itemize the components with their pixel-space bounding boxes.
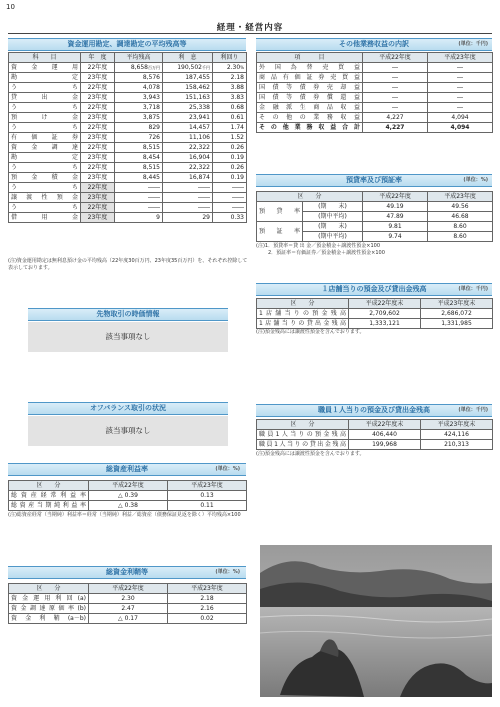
header-cell: 平成22年度: [89, 584, 168, 594]
year-cell: 23年度: [81, 73, 115, 83]
yield-cell: 0.19: [213, 173, 247, 183]
balance-cell: 3,943: [115, 93, 163, 103]
table-row: [257, 123, 493, 133]
table-row: [257, 93, 493, 103]
fy23-cell: 0.11: [168, 501, 247, 511]
yield-cell: 0.61: [213, 113, 247, 123]
fy22-cell: 9.81: [363, 222, 428, 232]
interest-cell: 187,455: [163, 73, 213, 83]
row-label: 貸 出 金: [9, 93, 81, 103]
fy22-cell: 2,709,602: [349, 309, 421, 319]
header-cell: 年 度: [81, 53, 115, 63]
other-income-table: [256, 52, 493, 133]
deposit-ratio-header: [257, 192, 493, 202]
row-label: 勘 定: [9, 153, 81, 163]
per-employee-header: [257, 420, 493, 430]
balance-cell: ――: [115, 203, 163, 213]
roa-table: [8, 480, 247, 511]
header-cell: 科 目: [9, 53, 81, 63]
interest-cell: 22,322: [163, 143, 213, 153]
futures-box: 該当事項なし: [28, 322, 228, 352]
table-row: [9, 173, 247, 183]
interest-cell: 151,163: [163, 93, 213, 103]
balance-cell: 3,875: [115, 113, 163, 123]
balance-cell: 8,445: [115, 173, 163, 183]
fy22-cell: 2.30: [89, 594, 168, 604]
per-branch-body: [257, 309, 493, 329]
row-label: その他の業務収益: [257, 113, 363, 123]
other-income-body: [257, 63, 493, 133]
deposit-ratio-note-2: 2．預証率＝有価証券／預金積金＋譲渡性預金×100: [268, 250, 385, 256]
table-row: [257, 309, 493, 319]
balance-cell: 829: [115, 123, 163, 133]
year-cell: 23年度: [81, 213, 115, 223]
balance-cell: 3,718: [115, 103, 163, 113]
table-row: [9, 213, 247, 223]
header-cell: 平成23年度: [168, 481, 247, 491]
table-row: [9, 203, 247, 213]
fy22-cell: 2.47: [89, 604, 168, 614]
table-row: [257, 430, 493, 440]
deposit-ratio-body: [257, 202, 493, 242]
fy22-cell: 199,968: [349, 440, 421, 450]
table-row: [257, 83, 493, 93]
header-cell: 平成22年度: [363, 53, 428, 63]
fy23-cell: 210,313: [421, 440, 493, 450]
interest-cell: 16,874: [163, 173, 213, 183]
coastal-photo: [260, 545, 492, 697]
interest-cell: 16,904: [163, 153, 213, 163]
yield-cell: 3.83: [213, 93, 247, 103]
margin-header: [9, 584, 247, 594]
fy23-cell: 49.56: [428, 202, 493, 212]
futures-title: 先物取引の時価情報: [28, 308, 228, 321]
coastal-photo-image: [260, 545, 492, 697]
interest-value: 190,502: [177, 63, 202, 71]
other-income-title-text: その他業務収益の内訳: [339, 40, 409, 48]
off-balance-box: 該当事項なし: [28, 416, 228, 446]
fy23-cell: 4,094: [428, 123, 493, 133]
fy22-cell: 406,440: [349, 430, 421, 440]
year-cell: 23年度: [81, 153, 115, 163]
margin-title-text: 総資金利鞘等: [106, 568, 148, 576]
per-branch-header: [257, 299, 493, 309]
roa-title-text: 総資産利益率: [106, 465, 148, 473]
year-cell: 23年度: [81, 93, 115, 103]
table-row: [9, 63, 247, 73]
fy23-cell: ―: [428, 103, 493, 113]
row-label: 商品有価証券売買益: [257, 73, 363, 83]
ratio-group-label: 預 証 率: [257, 222, 303, 242]
year-cell: 22年度: [81, 163, 115, 173]
yield-cell: 2.18: [213, 73, 247, 83]
table-row: [9, 183, 247, 193]
row-label: 外国為替売買益: [257, 63, 363, 73]
page-title: 経理・経営内容: [216, 23, 284, 33]
yield-cell: ――: [213, 193, 247, 203]
fy22-cell: 1,333,121: [349, 319, 421, 329]
fy23-cell: 2,686,072: [421, 309, 493, 319]
row-label: 国債等債券売却益: [257, 83, 363, 93]
ratio-group-label: 預 貸 率: [257, 202, 303, 222]
balance-value: 8,658: [130, 63, 148, 71]
per-branch-title: [256, 283, 492, 296]
row-label: 1店舗当りの預金残高: [257, 309, 349, 319]
table-row: [257, 103, 493, 113]
interest-cell: 11,106: [163, 133, 213, 143]
year-cell: 22年度: [81, 103, 115, 113]
table-row: [9, 193, 247, 203]
fund-avg-title: 資金運用勘定、調達勘定の平均残高等: [8, 38, 246, 51]
header-cell: 平成22年度末: [349, 420, 421, 430]
fy23-cell: ―: [428, 73, 493, 83]
fy23-cell: ―: [428, 93, 493, 103]
header-cell: 平成23年度末: [421, 299, 493, 309]
row-label: う ち: [9, 103, 81, 113]
row-label: 譲 渡 性 預 金: [9, 193, 81, 203]
interest-cell: 23,941: [163, 113, 213, 123]
table-row: [257, 202, 493, 212]
year-cell: 22年度: [81, 183, 115, 193]
balance-cell: [115, 63, 163, 73]
per-employee-note: (注)預金残高には譲渡性預金を含んでおります。: [256, 451, 365, 457]
yield-cell: 0.68: [213, 103, 247, 113]
header-cell: 平成22年度: [89, 481, 168, 491]
row-label: う ち: [9, 203, 81, 213]
fund-avg-note: (注)資金運用勘定は無利息預け金の平均残高（22年度30百万円、23年度35百万円）を、それぞれ控除して表示しております。: [8, 258, 248, 271]
year-cell: 22年度: [81, 83, 115, 93]
row-label: 預 金 積 金: [9, 173, 81, 183]
fy23-cell: 4,094: [428, 113, 493, 123]
table-row: [257, 319, 493, 329]
row-label: 総資産経常利益率: [9, 491, 89, 501]
header-cell: 平成22年度末: [349, 299, 421, 309]
balance-cell: 4,078: [115, 83, 163, 93]
yield-cell: [213, 63, 247, 73]
per-employee-table: [256, 419, 493, 450]
balance-cell: 8,515: [115, 143, 163, 153]
fy22-cell: ―: [363, 93, 428, 103]
row-label: う ち: [9, 123, 81, 133]
yield-cell: 1.52: [213, 133, 247, 143]
table-row: [257, 440, 493, 450]
year-cell: 22年度: [81, 203, 115, 213]
other-income-header: [257, 53, 493, 63]
header-cell: 利 息: [163, 53, 213, 63]
yield-cell: 0.26: [213, 143, 247, 153]
unit-percent: %: [240, 64, 244, 70]
balance-cell: ――: [115, 193, 163, 203]
table-row: [9, 594, 247, 604]
year-cell: 23年度: [81, 173, 115, 183]
other-income-title: [256, 38, 492, 51]
header-cell: 区 分: [257, 420, 349, 430]
year-cell: 23年度: [81, 133, 115, 143]
row-label: う ち: [9, 83, 81, 93]
header-cell: 項 目: [257, 53, 363, 63]
off-balance-title: オフバランス取引の状況: [28, 402, 228, 415]
fy22-cell: 4,227: [363, 113, 428, 123]
interest-cell: 158,462: [163, 83, 213, 93]
row-label: 資金調達原価率(b): [9, 604, 89, 614]
fy22-cell: 9.74: [363, 232, 428, 242]
table-row: [9, 73, 247, 83]
deposit-ratio-unit: (単位：%): [463, 177, 488, 183]
table-row: [9, 491, 247, 501]
margin-table: [8, 583, 247, 624]
table-row: [9, 93, 247, 103]
table-row: [257, 63, 493, 73]
header-cell: 区 分: [257, 192, 363, 202]
yield-cell: 0.26: [213, 163, 247, 173]
balance-cell: 8,515: [115, 163, 163, 173]
table-row: [9, 83, 247, 93]
table-row: [257, 113, 493, 123]
per-branch-note: (注)預金残高には譲渡性預金を含んでおります。: [256, 329, 365, 335]
row-label: 職員1人当りの貸出金残高: [257, 440, 349, 450]
fy23-cell: 0.13: [168, 491, 247, 501]
header-cell: 平成23年度: [428, 192, 493, 202]
table-row: [9, 163, 247, 173]
fy23-cell: 0.02: [168, 614, 247, 624]
roa-header: [9, 481, 247, 491]
margin-title: [8, 566, 246, 579]
row-label: 預 け 金: [9, 113, 81, 123]
row-label: 1店舗当りの貸出金残高: [257, 319, 349, 329]
fy22-cell: 47.89: [363, 212, 428, 222]
table-row: [9, 501, 247, 511]
other-income-unit: (単位：千円): [458, 41, 488, 47]
interest-cell: ――: [163, 193, 213, 203]
page-number: 10: [6, 3, 15, 11]
header-cell: 利回り: [213, 53, 247, 63]
fy23-cell: 2.16: [168, 604, 247, 614]
table-row: [9, 103, 247, 113]
row-label: その他業務収益合計: [257, 123, 363, 133]
row-label: 資金利鞘(a－b): [9, 614, 89, 624]
per-branch-unit: (単位：千円): [458, 286, 488, 292]
table-row: [9, 604, 247, 614]
per-employee-title: [256, 404, 492, 417]
header-cell: 区 分: [9, 584, 89, 594]
year-cell: 23年度: [81, 113, 115, 123]
row-label: う ち: [9, 163, 81, 173]
row-label: 国債等債券償還益: [257, 93, 363, 103]
per-employee-title-text: 職員１人当りの預金及び貸出金残高: [318, 406, 430, 414]
per-employee-unit: (単位：千円): [458, 407, 488, 413]
fy22-cell: ―: [363, 73, 428, 83]
interest-cell: 22,322: [163, 163, 213, 173]
unit-thousand: 千円: [202, 64, 210, 70]
fy22-cell: ―: [363, 63, 428, 73]
table-row: [9, 113, 247, 123]
roa-body: [9, 491, 247, 511]
fy23-cell: 46.68: [428, 212, 493, 222]
per-branch-table: [256, 298, 493, 329]
deposit-ratio-title: [256, 174, 492, 187]
fy23-cell: ―: [428, 83, 493, 93]
interest-cell: 14,457: [163, 123, 213, 133]
sub-label: (期 末): [303, 222, 363, 232]
row-label: 職員1人当りの預金残高: [257, 430, 349, 440]
row-label: 資 金 調 達: [9, 143, 81, 153]
header-cell: 平均残高: [115, 53, 163, 63]
year-cell: 22年度: [81, 63, 115, 73]
table-row: [9, 614, 247, 624]
interest-cell: ――: [163, 203, 213, 213]
header-cell: 平成22年度: [363, 192, 428, 202]
row-label: う ち: [9, 183, 81, 193]
header-cell: 区 分: [257, 299, 349, 309]
balance-cell: 8,454: [115, 153, 163, 163]
fy23-cell: 2.18: [168, 594, 247, 604]
per-employee-body: [257, 430, 493, 450]
deposit-ratio-note-1: (注)1．預貸率＝貸 出 金／預金積金＋譲渡性預金×100: [256, 243, 380, 249]
row-label: 資 金 運 用: [9, 63, 81, 73]
balance-cell: 726: [115, 133, 163, 143]
header-cell: 平成23年度末: [421, 420, 493, 430]
unit-million: 百万円: [148, 64, 160, 70]
year-cell: 22年度: [81, 123, 115, 133]
yield-cell: 1.74: [213, 123, 247, 133]
deposit-ratio-title-text: 預貸率及び預証率: [346, 176, 402, 184]
fy23-cell: 8.60: [428, 222, 493, 232]
yield-cell: ――: [213, 183, 247, 193]
margin-unit: (単位：%): [215, 569, 240, 575]
header-cell: 区 分: [9, 481, 89, 491]
title-rule: [8, 33, 492, 34]
fund-avg-table: [8, 52, 247, 223]
fy22-cell: △ 0.17: [89, 614, 168, 624]
row-label: 有 価 証 券: [9, 133, 81, 143]
row-label: 総資産当期純利益率: [9, 501, 89, 511]
yield-cell: 3.88: [213, 83, 247, 93]
roa-note: (注)総資産経常（当期純）利益率＝経常（当期純）利益／総資産（債務保証見返を除く）平均残高×100: [8, 512, 241, 518]
fy22-cell: △ 0.39: [89, 491, 168, 501]
balance-cell: 8,576: [115, 73, 163, 83]
row-label: 資金運用利回(a): [9, 594, 89, 604]
header-cell: 平成23年度: [168, 584, 247, 594]
deposit-ratio-table: [256, 191, 493, 242]
table-row: [9, 143, 247, 153]
table-row: [257, 222, 493, 232]
fy22-cell: 49.19: [363, 202, 428, 212]
yield-cell: 0.33: [213, 213, 247, 223]
roa-title: [8, 463, 246, 476]
balance-cell: ――: [115, 183, 163, 193]
yield-cell: ――: [213, 203, 247, 213]
fy22-cell: 4,227: [363, 123, 428, 133]
sub-label: (期 末): [303, 202, 363, 212]
roa-unit: (単位：%): [215, 466, 240, 472]
fy23-cell: 424,116: [421, 430, 493, 440]
row-label: 勘 定: [9, 73, 81, 83]
year-cell: 23年度: [81, 193, 115, 203]
row-label: 金融派生商品収益: [257, 103, 363, 113]
table-row: [257, 73, 493, 83]
fy22-cell: ―: [363, 83, 428, 93]
margin-body: [9, 594, 247, 624]
sub-label: (期中平均): [303, 212, 363, 222]
fy22-cell: ―: [363, 103, 428, 113]
table-row: [9, 133, 247, 143]
fund-avg-header: [9, 53, 247, 63]
interest-cell: 29: [163, 213, 213, 223]
interest-cell: ――: [163, 183, 213, 193]
header-cell: 平成23年度: [428, 53, 493, 63]
interest-cell: [163, 63, 213, 73]
interest-cell: 25,338: [163, 103, 213, 113]
fy22-cell: △ 0.38: [89, 501, 168, 511]
yield-cell: 0.19: [213, 153, 247, 163]
fy23-cell: 8.60: [428, 232, 493, 242]
table-row: [9, 153, 247, 163]
fy23-cell: ―: [428, 63, 493, 73]
fund-avg-body: [9, 63, 247, 223]
per-branch-title-text: １店舗当りの預金及び貸出金残高: [321, 285, 427, 293]
table-row: [9, 123, 247, 133]
year-cell: 22年度: [81, 143, 115, 153]
row-label: 借 用 金: [9, 213, 81, 223]
yield-value: 2.30: [226, 63, 241, 71]
sub-label: (期中平均): [303, 232, 363, 242]
balance-cell: 9: [115, 213, 163, 223]
fy23-cell: 1,331,985: [421, 319, 493, 329]
